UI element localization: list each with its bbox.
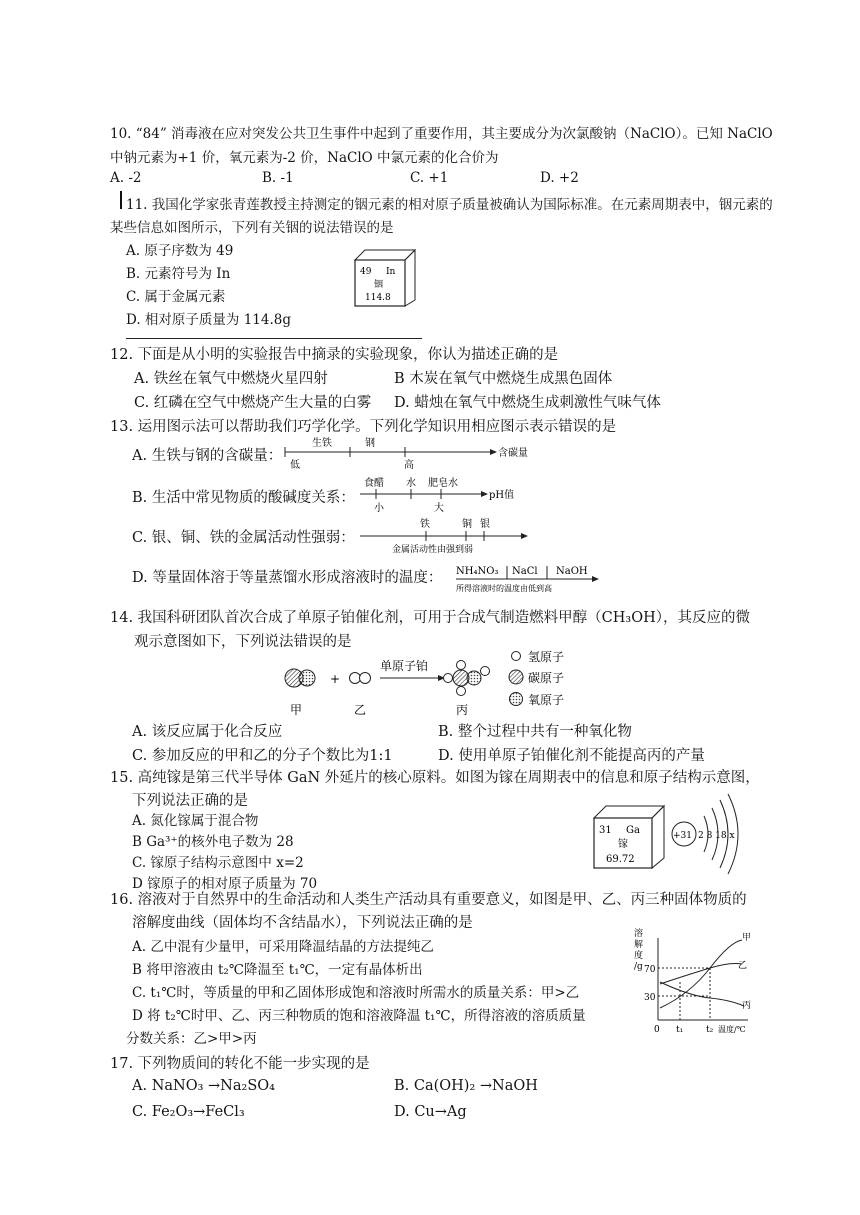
q15-option-d: D 镓原子的相对原子质量为 70 (132, 876, 318, 892)
q15-line2: 下列说法正确的是 (132, 793, 248, 809)
q16-option-b: B 将甲溶液由 t₂℃降温至 t₁℃，一定有晶体析出 (132, 962, 423, 978)
q16-option-c: C. t₁℃时，等质量的甲和乙固体形成饱和溶液时所需水的质量关系：甲>乙 (132, 985, 580, 1001)
indium-number: 49 (360, 267, 372, 277)
series-yi: 乙 (738, 961, 748, 971)
chart-ylabel-2: 解 (634, 940, 644, 950)
q11-option-a: A. 原子序数为 49 (126, 243, 234, 259)
ph-scale (356, 474, 526, 514)
curve-bing (660, 982, 744, 1006)
q12-option-b: B 木炭在氧气中燃烧生成黑色固体 (394, 371, 613, 387)
gallium-element-card (590, 800, 670, 872)
scale-b-small: 小 (374, 503, 384, 514)
gallium-symbol: Ga (626, 825, 640, 836)
molecule-yi (350, 673, 371, 684)
q10-line2: 中钠元素为+1 价，氧元素为-2 价，NaClO 中氯元素的化合价为 (110, 150, 499, 166)
gallium-name: 镓 (618, 839, 628, 850)
scale-a-steel: 钢 (365, 438, 375, 449)
legend-carbon: 碳原子 (528, 671, 565, 685)
q14-option-c: C. 参加反应的甲和乙的分子个数比为1:1 (132, 748, 393, 764)
scale-c-copper: 铜 (462, 519, 472, 530)
oxygen-atom-icon (510, 693, 523, 706)
chart-t1: t₁ (676, 1025, 684, 1035)
q17-option-b: B. Ca(OH)₂ →NaOH (394, 1078, 538, 1094)
q16-option-a: A. 乙中混有少量甲，可采用降温结晶的方法提纯乙 (132, 939, 434, 955)
gallium-number: 31 (599, 825, 612, 836)
scale-a-end: 含碳量 (498, 448, 528, 459)
curve-yi (660, 964, 742, 985)
q11-option-c: C. 属于金属元素 (126, 289, 226, 305)
q17-option-a: A. NaNO₃ →Na₂SO₄ (132, 1078, 275, 1094)
atom-shells: 2 8 18 x (698, 831, 735, 841)
scale-d-nacl: NaCl (512, 566, 538, 577)
q11-option-d: D. 相对原子质量为 114.8g (126, 312, 292, 328)
plus-sign: + (330, 672, 341, 686)
q15-option-a: A. 氮化镓属于混合物 (132, 813, 259, 829)
legend-hydrogen: 氢原子 (528, 650, 565, 664)
solubility-chart (630, 924, 762, 1036)
q11-option-b: B. 元素符号为 In (126, 266, 231, 282)
hydrogen-atom-icon (512, 652, 521, 661)
atom-nucleus: +31 (673, 831, 692, 841)
scale-a-pig-iron: 生铁 (312, 438, 332, 449)
arrow-label: 单原子铂 (380, 659, 429, 673)
q16-option-d-cont: 分数关系：乙>甲>丙 (126, 1031, 257, 1047)
q11-line1: 11. 我国化学家张青莲教授主持测定的铟元素的相对原子质量被确认为国际标准。在元素周期表中，铟元素的 (126, 197, 773, 213)
carbon-atom-icon (509, 670, 523, 684)
scale-c-silver: 银 (480, 519, 490, 530)
curve-jia (660, 940, 742, 1008)
q14-option-d: D. 使用单原子铂催化剂不能提高丙的产量 (438, 748, 705, 764)
molecule-bing (444, 661, 490, 696)
molecule-jia (285, 669, 315, 687)
q11-line2: 某些信息如图所示，下列有关铟的说法错误的是 (110, 220, 394, 236)
q13-stem: 13. 运用图示法可以帮助我们巧学化学。下列化学知识用相应图示表示错误的是 (110, 419, 617, 435)
scale-c-caption: 金属活动性由强到弱 (392, 545, 474, 555)
q13-d-label: D. 等量固体溶于等量蒸馏水形成溶液时的温度： (132, 570, 443, 586)
q10-option-a: A. -2 (110, 170, 142, 186)
label-yi: 乙 (354, 703, 367, 717)
q16-line2: 溶解度曲线（固体均不含结晶水），下列说法正确的是 (132, 915, 473, 931)
indium-element-card (350, 244, 420, 308)
series-bing: 丙 (742, 1001, 752, 1011)
chart-t2: t₂ (706, 1025, 714, 1035)
q14-option-a: A. 该反应属于化合反应 (132, 724, 283, 740)
indium-name: 铟 (374, 280, 384, 290)
q17-option-c: C. Fe₂O₃→FeCl₃ (132, 1104, 245, 1120)
chart-ylabel-3: 度 (634, 951, 644, 961)
q13-a-label: A. 生铁与钢的含碳量： (132, 448, 283, 464)
carbon-content-scale (280, 434, 540, 472)
q13-c-label: C. 银、铜、铁的金属活动性强弱： (132, 530, 355, 546)
q14-line2: 观示意图如下，下列说法错误的是 (134, 634, 352, 650)
legend-oxygen: 氧原子 (528, 693, 565, 707)
q12-option-d: D. 蜡烛在氧气中燃烧生成刺激性气味气体 (394, 395, 661, 411)
gallium-mass: 69.72 (606, 854, 635, 865)
reaction-diagram (278, 650, 598, 720)
label-bing: 丙 (456, 703, 469, 717)
series-jia: 甲 (742, 933, 752, 943)
label-jia: 甲 (290, 703, 303, 717)
q16-line1: 16. 溶液对于自然界中的生命活动和人类生产活动具有重要意义，如图是甲、乙、丙三种固体物质的 (110, 892, 747, 908)
q10-option-b: B. -1 (262, 170, 294, 186)
indium-mass: 114.8 (365, 293, 391, 303)
divider-line (126, 338, 422, 339)
scale-a-high: 高 (404, 460, 414, 471)
q12-option-a: A. 铁丝在氧气中燃烧火星四射 (134, 371, 328, 387)
q15-option-b: B Ga³⁺的核外电子数为 28 (132, 834, 294, 850)
chart-origin: 0 (654, 1025, 660, 1035)
q13-b-label: B. 生活中常见物质的酸碱度关系： (132, 490, 355, 506)
metal-activity-scale (356, 514, 536, 556)
scale-b-water: 水 (406, 478, 416, 489)
scale-b-large: 大 (434, 503, 444, 514)
q10-option-d: D. +2 (540, 170, 579, 186)
margin-mark (120, 191, 122, 209)
scale-a-low: 低 (290, 460, 300, 471)
q15-line1: 15. 高纯镓是第三代半导体 GaN 外延片的核心原料。如图为镓在周期表中的信息和原子结构示意图， (110, 770, 760, 786)
gallium-atom-structure (668, 792, 758, 876)
scale-b-soap: 肥皂水 (428, 478, 458, 489)
chart-ylabel-4: /g (634, 962, 643, 972)
q12-stem: 12. 下面是从小明的实验报告中摘录的实验现象，你认为描述正确的是 (110, 347, 559, 363)
dissolution-temperature-scale (452, 560, 612, 596)
q10-line1: 10. “84” 消毒液在应对突发公共卫生事件中起到了重要作用，其主要成分为次氯酸钠（NaClO）。已知 NaClO (110, 126, 773, 142)
q16-option-d: D 将 t₂℃时甲、乙、丙三种物质的饱和溶液降温 t₁℃，所得溶液的溶质质量 (132, 1008, 586, 1024)
q17-option-d: D. Cu→Ag (394, 1104, 467, 1120)
q17-stem: 17. 下列物质间的转化不能一步实现的是 (110, 1056, 370, 1072)
indium-symbol: In (386, 267, 396, 277)
chart-ylabel-1: 溶 (634, 929, 644, 939)
chart-y70: 70 (644, 965, 656, 975)
chart-y30: 30 (644, 993, 656, 1003)
scale-b-vinegar: 食醋 (364, 478, 384, 489)
q10-option-c: C. +1 (410, 170, 449, 186)
q14-line1: 14. 我国科研团队首次合成了单原子铂催化剂，可用于合成气制造燃料甲醇（CH₃OH），其反应的微 (110, 610, 751, 626)
scale-d-naoh: NaOH (556, 566, 588, 577)
scale-b-end: pH值 (489, 490, 515, 501)
scale-d-nh4no3: NH₄NO₃ (456, 566, 499, 577)
q14-option-b: B. 整个过程中共有一种氧化物 (438, 724, 632, 740)
chart-xlabel: 温度/℃ (718, 1025, 746, 1034)
scale-c-iron: 铁 (420, 519, 430, 530)
scale-d-caption: 所得溶液时的温度由低到高 (456, 584, 552, 593)
q15-option-c: C. 镓原子结构示意图中 x=2 (132, 855, 304, 871)
q12-option-c: C. 红磷在空气中燃烧产生大量的白雾 (134, 395, 372, 411)
